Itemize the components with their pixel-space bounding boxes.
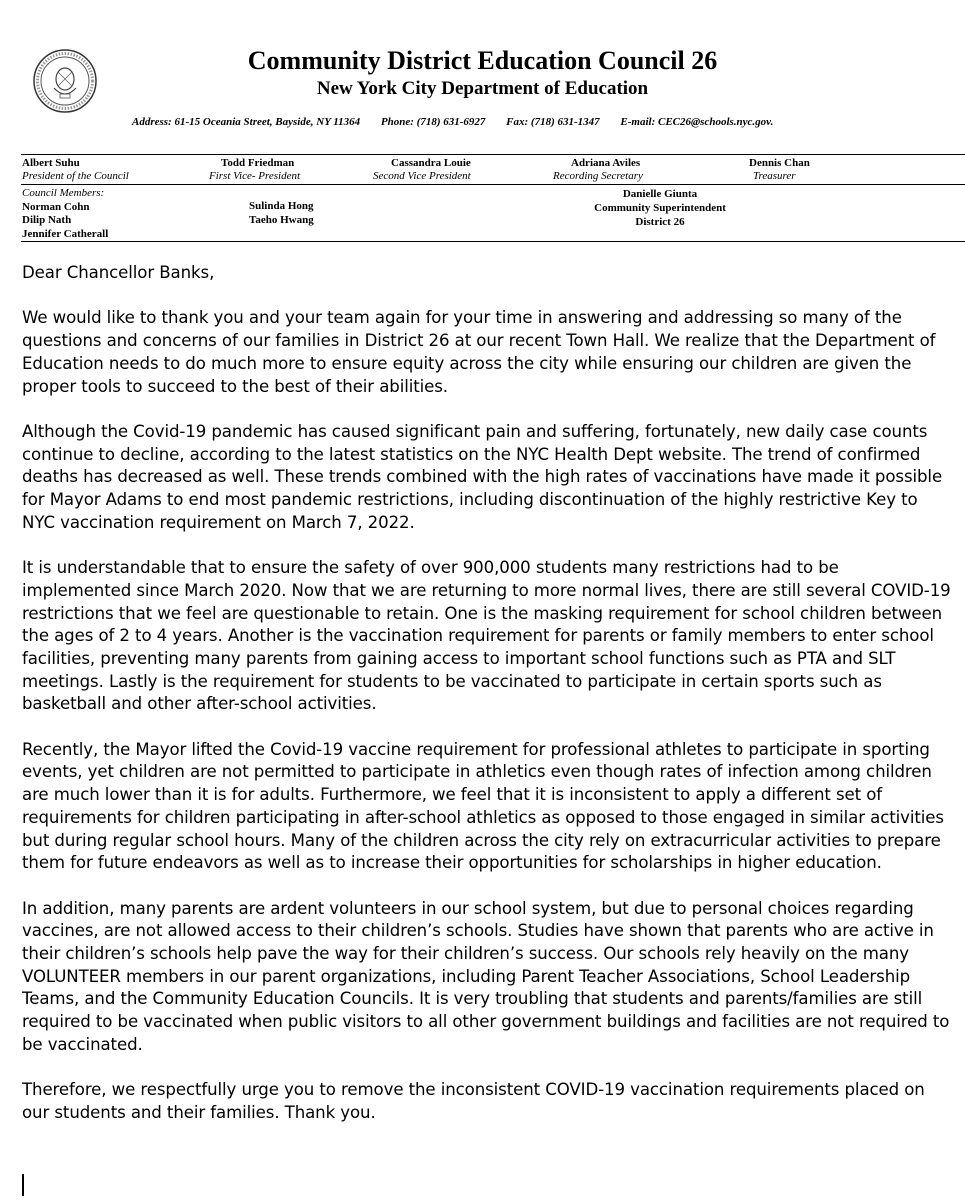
officer-second-vp bbox=[373, 157, 471, 183]
fax-value: (718) 631-1347 bbox=[530, 116, 600, 128]
officer-treasurer bbox=[749, 157, 810, 183]
officer-name: Dennis Chan bbox=[749, 157, 810, 169]
council-title: Community District Education Council 26 bbox=[247, 46, 718, 75]
officer-title: Recording Secretary bbox=[553, 170, 643, 182]
officer-title: Second Vice President bbox=[373, 170, 471, 182]
officer-name: Cassandra Louie bbox=[391, 157, 471, 169]
paragraph-2: Although the Covid-19 pandemic has caused significant pain and suffering, fortunately, new daily case counts continue to decline, according to the latest statistics on the NYC Health Dept website. The trend of confirmed deaths has decreased as well. These trends combined with the high rates of vaccinations have made it possible for Mayor Adams to end most pandemic restrictions, including discontinuation of the highly restrictive Key to NYC vaccination requirement on March 7, 2022. bbox=[22, 421, 943, 532]
superintendent-title: Community Superintendent bbox=[594, 202, 726, 214]
officer-name: Todd Friedman bbox=[221, 157, 295, 169]
officer-title: First Vice- President bbox=[209, 170, 301, 182]
superintendent-block bbox=[560, 187, 760, 229]
contact-line bbox=[132, 115, 932, 129]
officers-divider bbox=[21, 184, 965, 185]
council-member: Dilip Nath bbox=[22, 214, 72, 226]
header-bottom-divider bbox=[21, 241, 965, 242]
paragraph-5: In addition, many parents are ardent volunteers in our school system, but due to personal choices regarding vaccines, are not allowed access to their children’s schools. Studies have shown that parents who are active in their children’s schools help pave the way for their children’s success. Our schools rely heavily on the many VOLUNTEER members in our parent organizations, including Parent Teacher Associations, School Leadership Teams, and the Community Education Councils. It is very troubling that students and parents/families are still required to be vaccinated when public visitors to all other government buildings and facilities are not required to be vaccinated. bbox=[22, 898, 950, 1054]
council-members-label: Council Members: bbox=[22, 187, 105, 199]
officer-president bbox=[22, 157, 129, 183]
email-label: E-mail: bbox=[620, 116, 656, 128]
council-members-list bbox=[22, 187, 108, 241]
email-value: CEC26@schools.nyc.gov. bbox=[658, 116, 774, 128]
salutation: Dear Chancellor Banks, bbox=[22, 263, 215, 282]
officer-title: Treasurer bbox=[753, 170, 796, 182]
council-member: Jennifer Catherall bbox=[22, 227, 109, 240]
council-member: Taeho Hwang bbox=[249, 213, 314, 226]
officer-name: Albert Suhu bbox=[22, 157, 80, 169]
council-members-list-2 bbox=[249, 200, 314, 227]
phone-label: Phone: bbox=[380, 116, 414, 128]
fax-label: Fax: bbox=[506, 116, 529, 128]
superintendent-district: District 26 bbox=[635, 216, 685, 228]
address-value: 61-15 Oceania Street, Bayside, NY 11364 bbox=[174, 116, 361, 128]
officer-first-vp bbox=[209, 157, 300, 183]
superintendent-name: Danielle Giunta bbox=[622, 188, 698, 200]
council-member: Norman Cohn bbox=[22, 200, 90, 213]
address-label: Address: bbox=[132, 116, 172, 128]
letter-body[interactable] bbox=[22, 262, 952, 1147]
paragraph-4: Recently, the Mayor lifted the Covid-19 vaccine requirement for professional athletes to participate in sporting events, yet children are not permitted to participate in athletics even though rates of infection among children are much lower than it is for adults. Furthermore, we feel that it is inconsistent to apply a different set of requirements for children participating in after-school athletics as opposed to those engaged in similar activities but during regular school hours. Many of the children across the city rely on extracurricular activities to prepare them for future endeavors as well as to increase their opportunities for scholarships in higher education. bbox=[22, 739, 944, 873]
department-subtitle: New York City Department of Education bbox=[316, 78, 649, 99]
phone-value: (718) 631-6927 bbox=[416, 116, 486, 128]
paragraph-6: Therefore, we respectfully urge you to remove the inconsistent COVID-19 vaccination requirements placed on our students and their families. Thank you. bbox=[22, 1080, 925, 1122]
officer-name: Adriana Aviles bbox=[571, 157, 641, 169]
officer-title: President of the Council bbox=[22, 170, 129, 182]
text-cursor bbox=[22, 1174, 24, 1196]
council-member: Sulinda Hong bbox=[249, 200, 314, 212]
paragraph-1: We would like to thank you and your team again for your time in answering and addressing so many of the questions and concerns of our families in District 26 at our recent Town Hall. We realize that the Department of Education needs to do much more to ensure equity across the city while ensuring our children are given the proper tools to succeed to the best of their abilities. bbox=[22, 308, 936, 396]
top-divider bbox=[21, 154, 965, 155]
paragraph-3: It is understandable that to ensure the safety of over 900,000 students many restrictions had to be implemented since March 2020. Now that we are returning to more normal lives, there are still several COVID-19 restrictions that we feel are questionable to retain. One is the masking requirement for school children between the ages of 2 to 4 years. Another is the vaccination requirement for parents or family members to enter school facilities, preventing many parents from gaining access to important school functions such as PTA and SLT meetings. Lastly is the requirement for students to be vaccinated to participate in certain sports such as basketball and other after-school activities. bbox=[22, 558, 951, 714]
officer-secretary bbox=[553, 157, 643, 183]
